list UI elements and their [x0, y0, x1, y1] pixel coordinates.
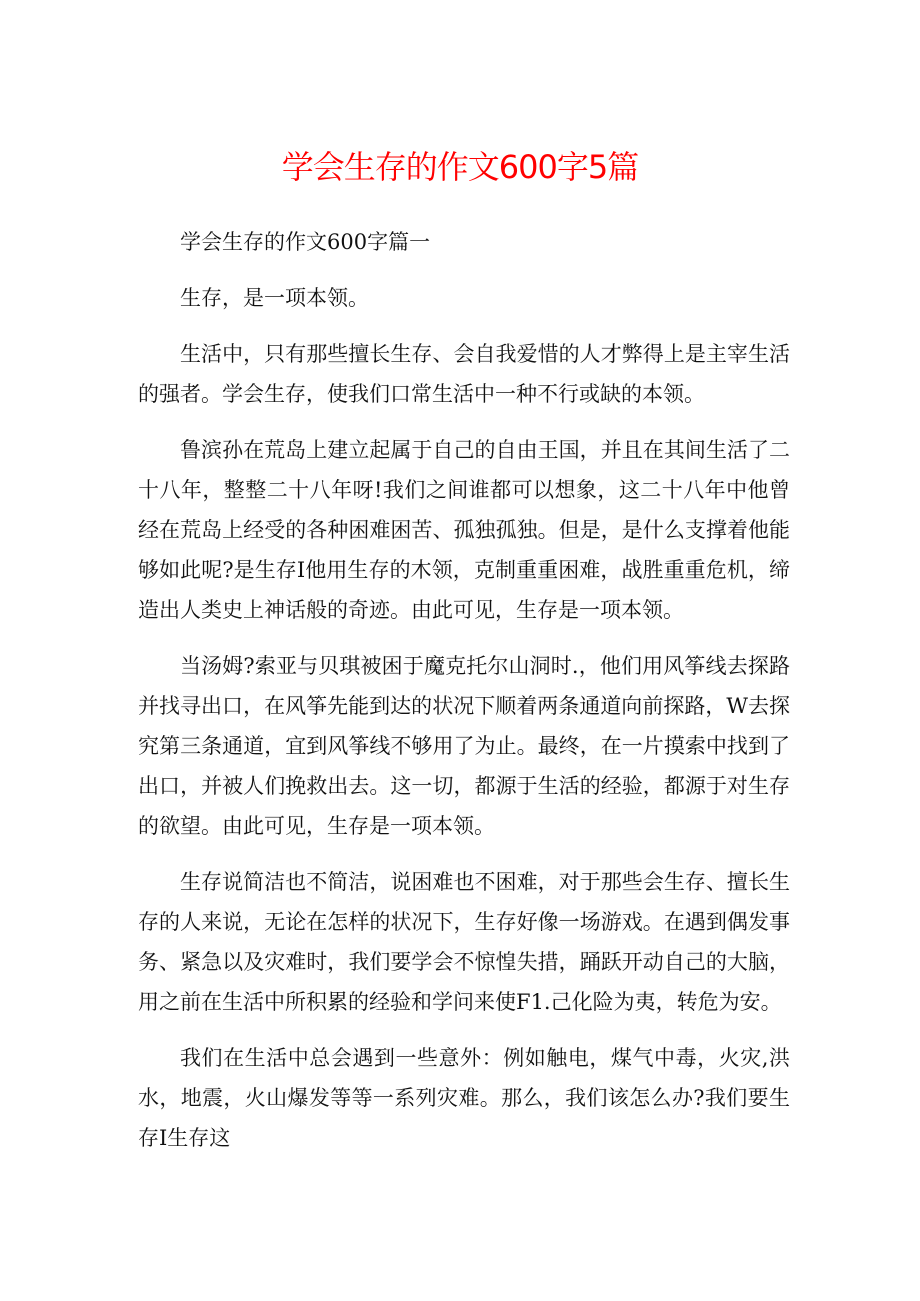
- paragraph: 生存，是一项本领。: [180, 286, 369, 310]
- document-title: 学会生存的作文600字5篇: [281, 148, 639, 186]
- paragraph: 生存说简洁也不简洁，说困难也不困难，对于那些会生存、擅长生存的人来说，无论在怎样的状况下，生存好像一场游戏。在遇到偶发事务、紧急以及灾难时，我们要学会不惊惶失措，踊跃开动自己的大脑，用之前在生活中所积累的经验和学问来使F1.己化险为夷，转危为安。: [138, 870, 790, 1014]
- paragraph: 我们在生活中总会遇到一些意外：例如触电，煤气中毒，火灾,洪水，地震，火山爆发等等一系列灾难。那么，我们该怎么办?我们要生存I生存这: [138, 1046, 790, 1150]
- section-heading: 学会生存的作文600字篇一: [180, 230, 431, 254]
- paragraph: 生活中，只有那些擅长生存、会自我爱惜的人才弊得上是主宰生活的强者。学会生存，使我们口常生活中一种不行或缺的本领。: [138, 342, 790, 406]
- document-body: [138, 222, 790, 1174]
- paragraph: 鲁滨孙在荒岛上建立起属于自己的自由王国，并且在其间生活了二十八年，整整二十八年呀!我们之间谁都可以想象，这二十八年中他曾经在荒岛上经受的各种困难困苦、孤独孤独。但是，是什么支撑着他能够如此呢?是生存I他用生存的木领，克制重重困难，战胜重重危机，缔造出人类史上神话般的奇迹。由此可见，生存是一项本领。: [138, 438, 790, 622]
- paragraph: 当汤姆?索亚与贝琪被困于魔克托尔山洞时.，他们用风筝线去探路并找寻出口，在风筝先能到达的状况下顺着两条通道向前探路，W去探究第三条通道，宜到风筝线不够用了为止。最终，在一片摸索中找到了出口，并被人们挽救出去。这一切，都源于生活的经验，都源于对生存的欲望。由此可见，生存是一项本领。: [138, 654, 790, 838]
